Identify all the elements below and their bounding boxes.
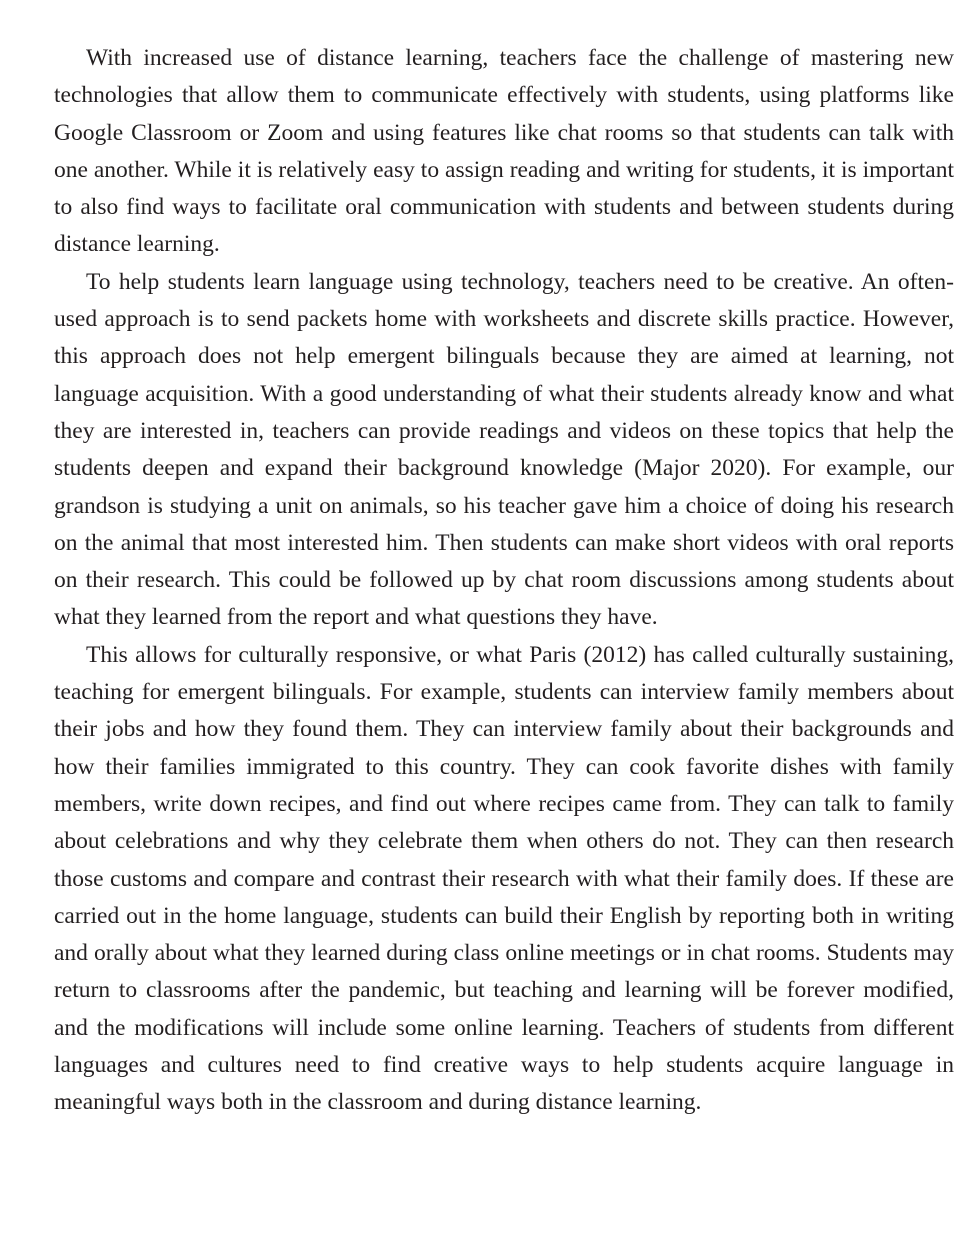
paragraph-distance-learning-challenge: With increased use of distance learning, teachers face the challenge of mastering new technologies that allow them to communicate effectively with students, using platforms like Google Classroom or Zoom and using features like chat rooms so that students can talk with one another. While it is relatively easy to assign reading and writing for students, it is important to also find ways to facilitate oral communication with students and between students during distance learning. [54,45,954,258]
paragraph-culturally-sustaining-teaching: This allows for culturally responsive, or what Paris (2012) has called culturally sustaining, teaching for emergent bilinguals. For example, students can interview family members about their jobs and how they found them. They can interview family about their backgrounds and how their families immigrated to this country. They can cook favorite dishes with family members, write down recipes, and find out where recipes came from. They can talk to family about celebrations and why they celebrate them when others do not. They can then research those customs and compare and contrast their research with what their family does. If these are carried out in the home language, students can build their English by reporting both in writing and orally about what they learned during class online meetings or in chat rooms. Students may return to classrooms after the pandemic, but teaching and learning will be forever modified, and the modifications will include some online learning. Teachers of students from different languages and cultures need to find creative ways to help students acquire language in meaningful ways both in the classroom and during distance learning. [54,641,954,1116]
paragraph-creative-technology-use: To help students learn language using technology, teachers need to be creative. An often-used approach is to send packets home with worksheets and discrete skills practice. However, this approach does not help emergent bilinguals because they are aimed at learning, not language acquisition. With a good understanding of what their students already know and what they are interested in, teachers can provide readings and videos on these topics that help the students deepen and expand their background knowledge (Major 2020). For example, our grandson is studying a unit on animals, so his teacher gave him a choice of doing his research on the animal that most interested him. Then students can make short videos with oral reports on their research. This could be followed up by chat room discussions among students about what they learned from the report and what questions they have. [54,268,954,631]
